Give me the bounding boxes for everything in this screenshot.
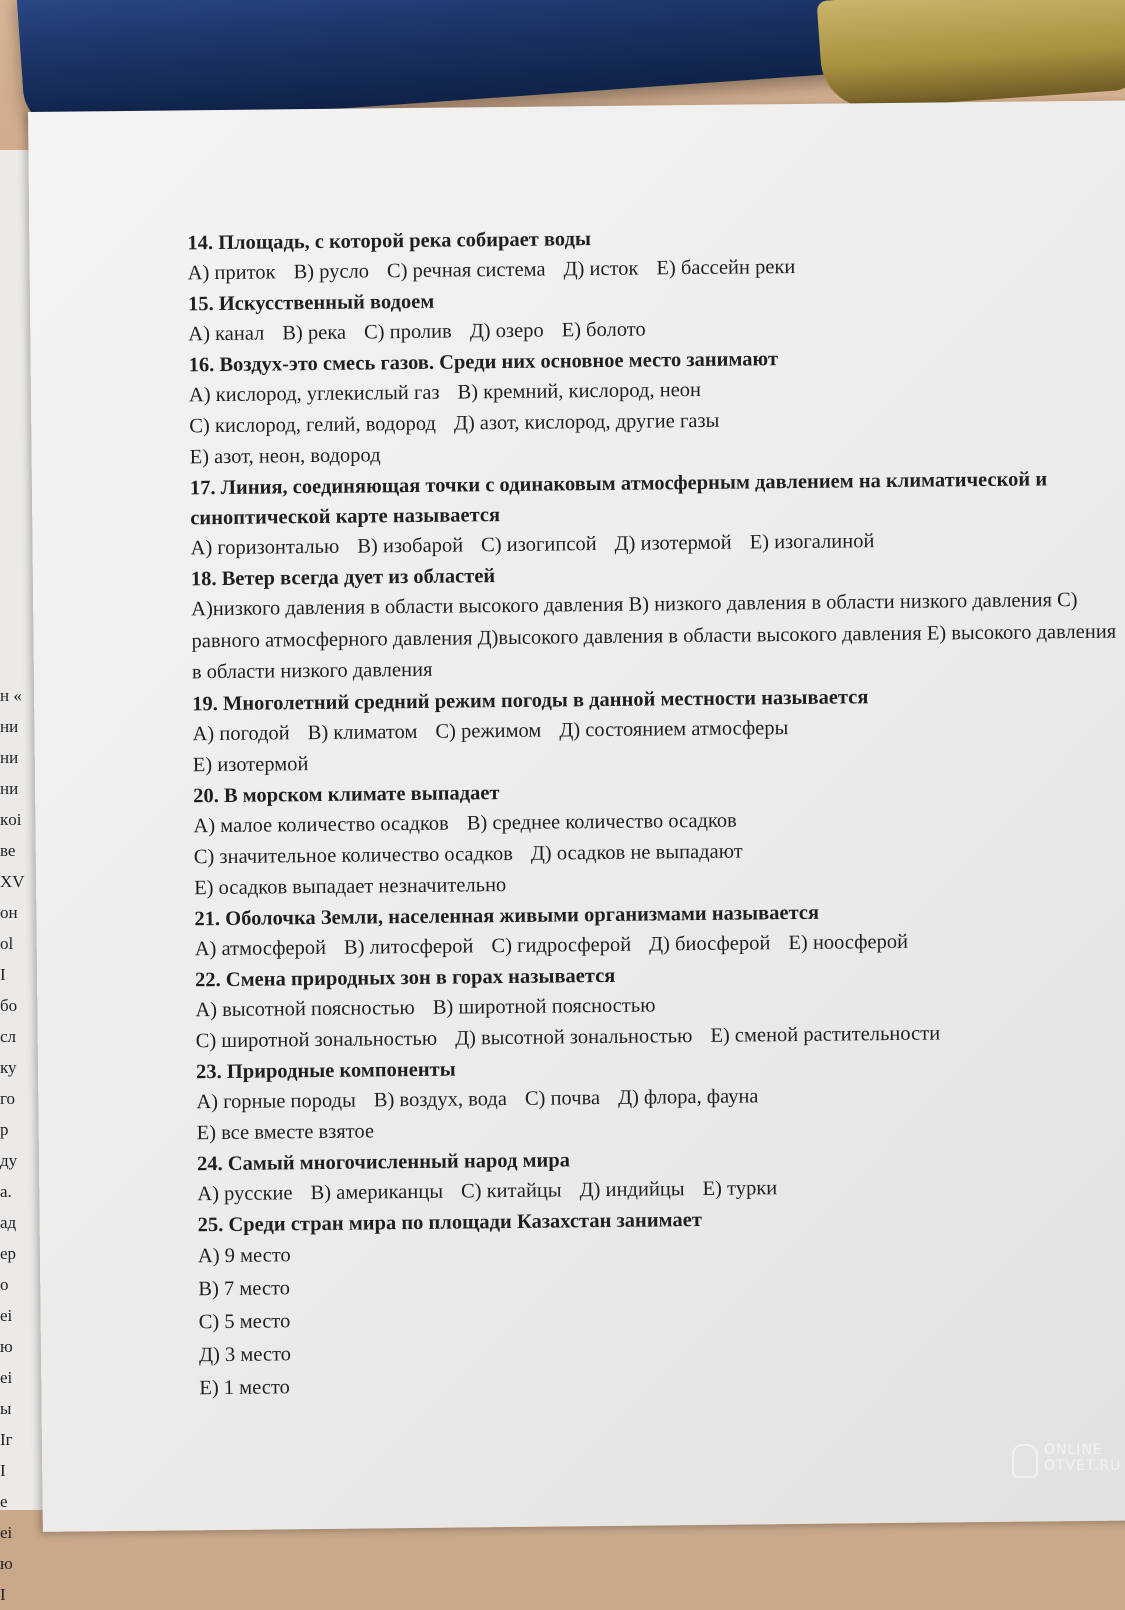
answer-option: Е) азот, неон, водород: [189, 444, 381, 469]
answer-option: А) высотной поясностью: [195, 996, 415, 1021]
answer-option: А) атмосферой: [194, 936, 327, 960]
answer-option: Е) сменой растительности: [710, 1021, 941, 1047]
underlying-text-fragment: ю: [0, 1554, 13, 1573]
underlying-text-fragment: I: [0, 1585, 6, 1604]
answer-option: Д) озеро: [469, 319, 544, 343]
question-title: 17. Линия, соединяющая точки с одинаковым атмосферным давлением на климатической и синоптической карте называется: [189, 468, 1048, 530]
underlying-text-fragment: I: [0, 965, 6, 984]
underlying-text-fragment: ду: [0, 1151, 18, 1170]
answer-option: Д) состоянием атмосферы: [559, 716, 789, 741]
underlying-text-fragment: e: [0, 1492, 8, 1511]
answer-option: В) река: [282, 321, 347, 345]
answer-option: В) широтной поясностью: [432, 993, 656, 1019]
underlying-text-fragment: ei: [0, 1368, 13, 1387]
answer-option: Е) осадков выпадает незначительно: [194, 873, 507, 899]
answer-option: В) русло: [293, 260, 370, 284]
question-title: 15. Искусственный водоем: [187, 290, 435, 316]
answer-option: С) пролив: [363, 320, 452, 344]
answer-option: С) почва: [524, 1086, 601, 1110]
underlying-text-fragment: сл: [0, 1027, 17, 1046]
answer-option: Е) все вместе взятое: [196, 1119, 375, 1144]
answer-option: В) воздух, вода: [373, 1087, 508, 1111]
underlying-text-fragment: ei: [0, 1523, 13, 1542]
watermark-text: [1044, 1442, 1121, 1474]
watermark-line-2: OTVET.RU: [1044, 1458, 1122, 1474]
answer-option: В) американцы: [310, 1180, 444, 1204]
answer-option: В) климатом: [307, 720, 418, 744]
underlying-text-fragment: ep: [0, 1244, 17, 1263]
answer-option: С) речная система: [386, 258, 546, 283]
underlying-text-fragment: o: [0, 1275, 9, 1294]
question-title: 21. Оболочка Земли, населенная живыми организмами называется: [194, 901, 820, 930]
question-title: 25. Среди стран мира по площади Казахстан занимает: [197, 1208, 702, 1236]
question-title: 16. Воздух-это смесь газов. Среди них основное место занимают: [188, 348, 779, 377]
lightbulb-icon: [1012, 1444, 1038, 1478]
answer-option: С) значительное количество осадков: [193, 842, 513, 868]
underlying-text-fragment: кoi: [0, 810, 22, 829]
answer-option: A) приток: [187, 261, 276, 285]
answer-option: Е) изогалиной: [749, 530, 875, 554]
question-title: 18. Ветер всегда дует из областей: [190, 565, 496, 591]
underlying-text-fragment: ei: [0, 1306, 13, 1325]
answer-option: С) 5 место: [198, 1309, 291, 1333]
answer-option: В) литосферой: [343, 934, 474, 959]
question-title: 19. Многолетний средний режим погоды в данной местности называется: [192, 685, 869, 715]
underlying-text-fragment: а.: [0, 1182, 12, 1201]
question-title: 14. Площадь, с которой река собирает воды: [187, 228, 592, 255]
underlying-text-fragment: го: [0, 1089, 16, 1108]
answer-options-paragraph: А)низкого давления в области высокого давления В) низкого давления в области низкого давления С) равного атмосферного давления Д)высокого давления в области высокого давления Е) высокого давления в области низкого давления: [191, 589, 1117, 684]
underlying-text-fragment: ни: [0, 748, 19, 767]
underlying-text-fragment: ад: [0, 1213, 17, 1232]
answer-option: С) широтной зональностью: [195, 1027, 438, 1052]
answer-option: Д) исток: [563, 257, 639, 281]
answer-option: В) кремний, кислород, неон: [457, 378, 702, 404]
answer-option: В) 7 место: [198, 1276, 291, 1300]
watermark-line-1: ONLINE: [1044, 1442, 1103, 1458]
underlying-text-fragment: н «: [0, 686, 22, 705]
answer-option: В) среднее количество осадков: [466, 809, 737, 834]
underlying-text-fragment: ку: [0, 1058, 17, 1077]
answer-option: С) кислород, гелий, водород: [189, 412, 437, 438]
answer-option: Д) азот, кислород, другие газы: [453, 409, 720, 435]
answer-option: А) горные породы: [196, 1089, 356, 1113]
answer-option: Е) турки: [702, 1176, 778, 1200]
question-title: 23. Природные компоненты: [195, 1058, 456, 1083]
answer-option: Д) изотермой: [614, 531, 732, 555]
answer-option: Е) изотермой: [192, 752, 309, 776]
answer-options-stack: [198, 1230, 1125, 1405]
underlying-text-fragment: ы: [0, 1399, 12, 1418]
question-title: 22. Смена природных зон в горах называется: [194, 964, 616, 991]
answer-option: А) канал: [188, 322, 265, 346]
answer-option: А) горизонталью: [190, 535, 340, 560]
answer-option: Д) флора, фауна: [617, 1084, 759, 1109]
underlying-text-fragment: ol: [0, 934, 14, 953]
answer-option: Д) биосферой: [648, 931, 771, 956]
underlying-text-fragment: ни: [0, 779, 19, 798]
underlying-text-fragment: XV: [0, 872, 25, 891]
answer-option: Е) ноосферой: [788, 930, 909, 954]
answer-option: Е) болото: [561, 318, 646, 342]
underlying-text-fragment: р: [0, 1120, 9, 1139]
answer-option: С) режимом: [435, 719, 542, 743]
answer-option: С) гидросферой: [491, 933, 632, 957]
answer-option: С) китайцы: [460, 1178, 562, 1203]
underlying-page-text: [0, 680, 30, 1610]
answer-option: Д) 3 место: [198, 1342, 292, 1366]
underlying-text-fragment: бо: [0, 996, 18, 1015]
answer-option: Д) высотной зональностью: [455, 1024, 693, 1050]
answer-option: А) малое количество осадков: [193, 812, 449, 837]
underlying-text-fragment: он: [0, 903, 18, 922]
answer-option: В) изобарой: [357, 534, 464, 558]
answer-option: А) кислород, углекислый газ: [188, 381, 440, 407]
answer-option: Д) осадков не выпадают: [530, 840, 743, 865]
question-title: 20. В морском климате выпадает: [193, 781, 500, 807]
site-watermark: [1012, 1440, 1122, 1495]
answer-option: Е) бассейн реки: [656, 255, 796, 280]
questions-list: [187, 219, 1125, 1405]
answer-option: Д) индийцы: [579, 1177, 685, 1201]
test-sheet: [28, 100, 1125, 1532]
question-title: 24. Самый многочисленный народ мира: [196, 1148, 571, 1175]
answer-option: А) 9 место: [197, 1243, 291, 1267]
underlying-text-fragment: I: [0, 1461, 6, 1480]
answer-option: А) русские: [197, 1181, 293, 1205]
underlying-text-fragment: ни: [0, 717, 19, 736]
underlying-text-fragment: ю: [0, 1337, 13, 1356]
answer-option: А) погодой: [192, 721, 290, 745]
underlying-text-fragment: Iг: [0, 1430, 13, 1449]
underlying-text-fragment: ве: [0, 841, 16, 860]
answer-option: Е) 1 место: [199, 1375, 290, 1399]
answer-option: С) изогипсой: [480, 533, 597, 557]
